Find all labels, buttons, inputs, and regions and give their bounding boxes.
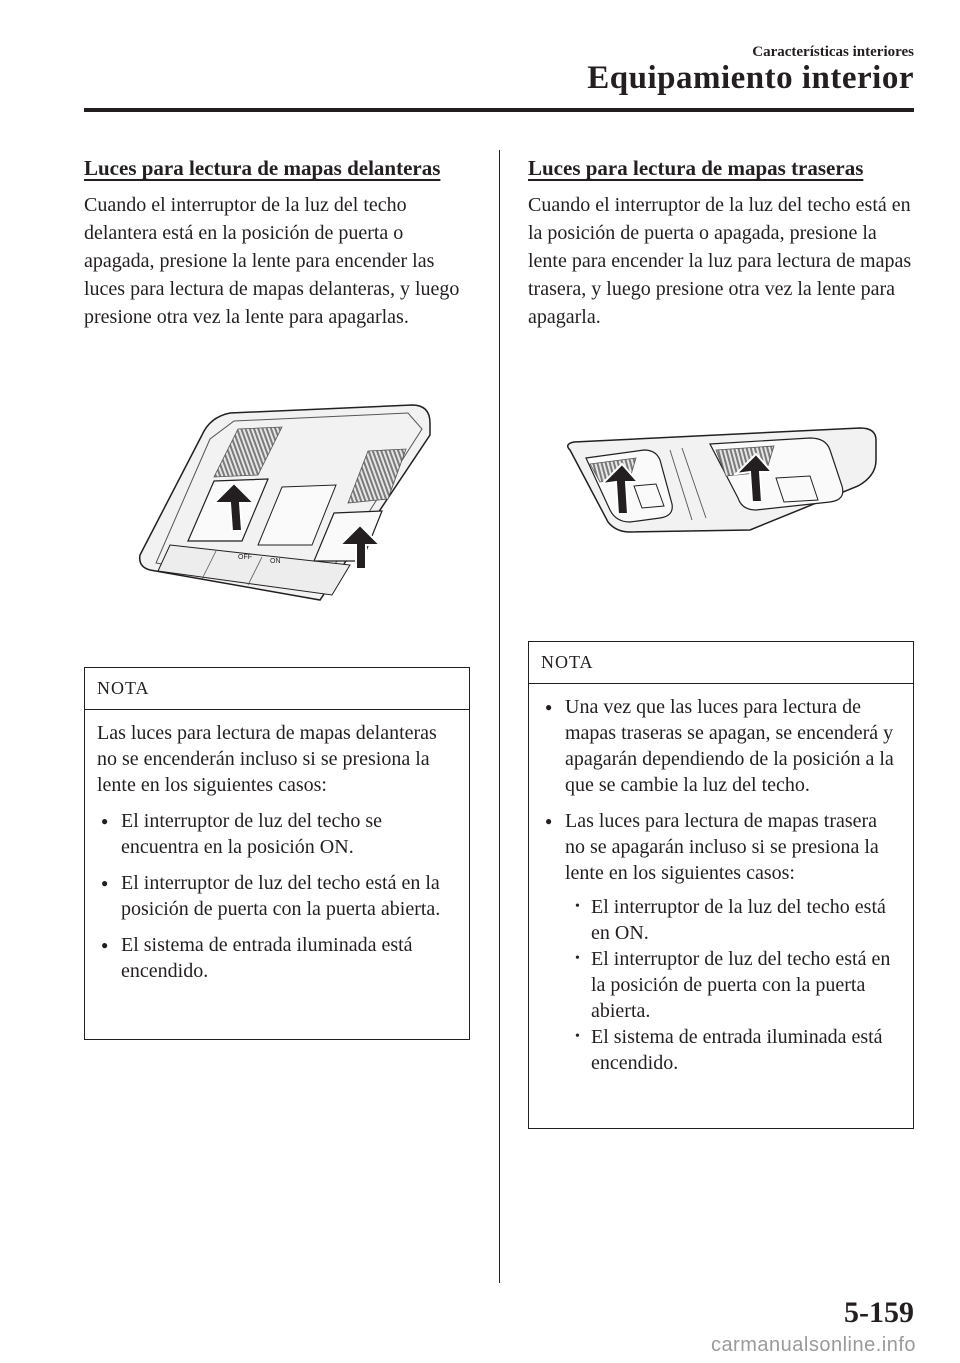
list-item: ● El sistema de entrada iluminada está encendido. (97, 932, 457, 984)
front-map-lights-heading: Luces para lectura de mapas delanteras (84, 156, 441, 180)
list-item (541, 808, 901, 1076)
page-title: Equipamiento interior (587, 60, 914, 96)
section-label: Características interiores (752, 44, 914, 60)
rear-map-lights-heading: Luces para lectura de mapas traseras (528, 156, 864, 180)
note-title: NOTA (529, 642, 913, 684)
list-item: ● El interruptor de luz del techo está en la posición de puerta con la puerta abierta. (97, 870, 457, 922)
sub-list-item: • El interruptor de la luz del techo está en ON. (565, 894, 901, 946)
note-intro: Las luces para lectura de mapas delanteras no se encenderán incluso si se presiona la lente en los siguientes casos: (97, 722, 437, 796)
right-column (528, 156, 916, 331)
on-label: ON (270, 558, 281, 565)
rear-note-box (528, 641, 914, 1129)
list-item: ● Una vez que las luces para lectura de mapas traseras se apagan, se encenderá y apagarán dependiendo de la posición a la que se cambie la luz del techo. (541, 694, 901, 798)
off-label: OFF (238, 554, 252, 561)
list-item: ● El interruptor de luz del techo se encuentra en la posición ON. (97, 808, 457, 860)
note-title: NOTA (85, 668, 469, 710)
header-rule (84, 108, 914, 112)
front-map-lights-body: Cuando el interruptor de la luz del techo delantera está en la posición de puerta o apagada, presione la lente para encender las luces para lectura de mapas delanteras, y luego presione otra vez la lente para apagarlas. (84, 194, 460, 328)
rear-map-lights-body: Cuando el interruptor de la luz del techo está en la posición de puerta o apagada, presione la lente para encender la luz para lectura de mapas trasera, y luego presione otra vez la lente para apagarla. (528, 194, 912, 328)
overhead-console-front-illustration (130, 395, 450, 610)
list-item-text: Las luces para lectura de mapas trasera no se apagarán incluso si se presiona la lente en los siguientes casos: (565, 810, 879, 884)
sub-list-item: • El sistema de entrada iluminada está encendido. (565, 1024, 901, 1076)
overhead-console-rear-illustration (560, 420, 885, 535)
page-number: 5-159 (844, 1296, 914, 1329)
column-divider (499, 150, 500, 1283)
front-note-box (84, 667, 470, 1040)
watermark: carmanualsonline.info (710, 1334, 916, 1356)
sub-list-item: • El interruptor de luz del techo está en la posición de puerta con la puerta abierta. (565, 946, 901, 1024)
left-column (84, 156, 474, 331)
